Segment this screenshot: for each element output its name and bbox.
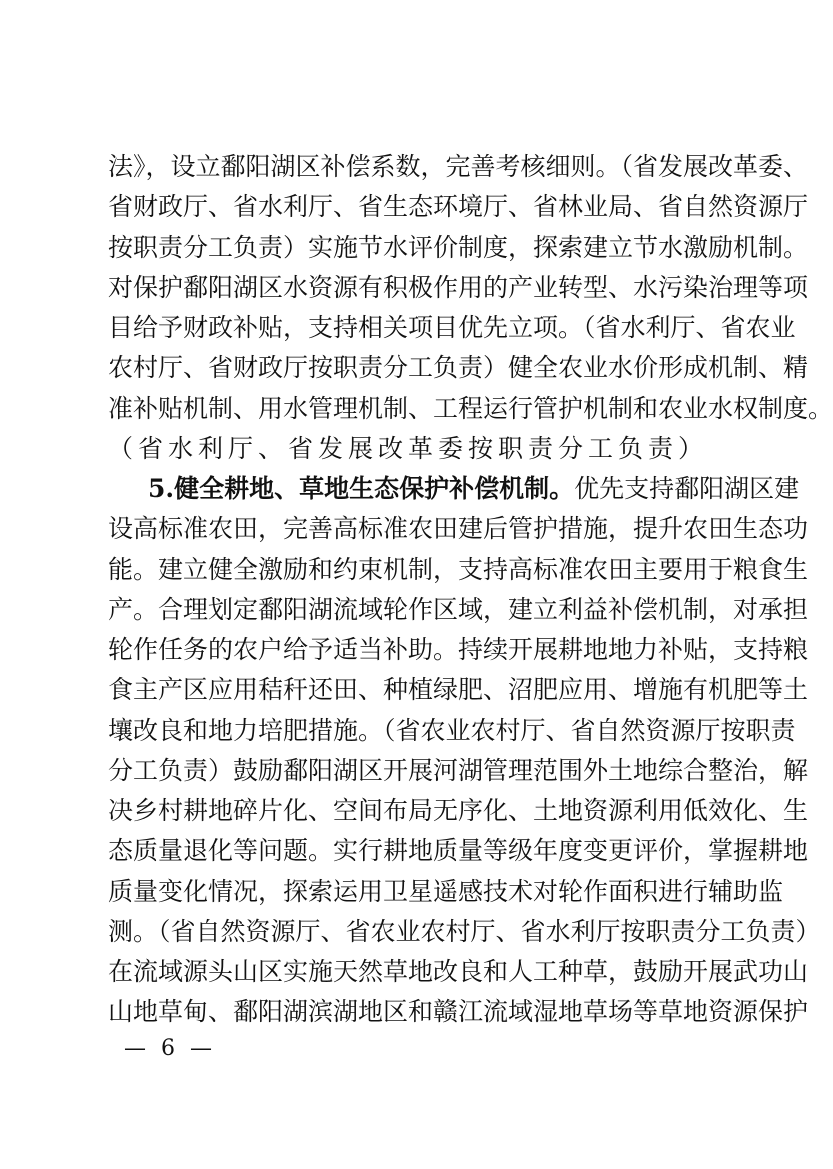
page-number: — 6 —	[124, 1036, 216, 1061]
text-line: 分工负责）鼓励鄱阳湖区开展河湖管理范围外土地综合整治，解	[108, 755, 809, 785]
text-line: 对保护鄱阳湖区水资源有积极作用的产业转型、水污染治理等项	[108, 272, 809, 302]
text-line: 按职责分工负责）实施节水评价制度，探索建立节水激励机制。	[108, 232, 809, 262]
text-line: 决乡村耕地碎片化、空间布局无序化、土地资源利用低效化、生	[108, 796, 809, 825]
text-line: 产。合理划定鄱阳湖流域轮作区域，建立利益补偿机制，对承担	[108, 594, 809, 624]
text-line: （省水利厅、省发展改革委按职责分工负责）	[108, 433, 709, 463]
section-5-first-line	[108, 469, 800, 509]
text-line: 准补贴机制、用水管理机制、工程运行管护机制和农业水权制度。	[108, 393, 833, 423]
document-body	[108, 147, 833, 1033]
text-line: 农村厅、省财政厅按职责分工负责）健全农业水价形成机制、精	[108, 353, 809, 383]
text-line: 测。（省自然资源厅、省农业农村厅、省水利厅按职责分工负责）	[108, 916, 821, 946]
text-line: 法》，设立鄱阳湖区补偿系数，完善考核细则。（省发展改革委、	[108, 152, 809, 181]
text-line: 轮作任务的农户给予适当补助。持续开展耕地地力补贴，支持粮	[108, 635, 809, 664]
text-line: 设高标准农田，完善高标准农田建后管护措施，提升农田生态功	[108, 514, 809, 544]
section-heading: 5.健全耕地、草地生态保护补偿机制。	[148, 474, 575, 503]
text-line: 质量变化情况，探索运用卫星遥感技术对轮作面积进行辅助监	[108, 876, 784, 906]
text-line: 在流域源头山区实施天然草地改良和人工种草，鼓励开展武功山	[108, 957, 809, 986]
text-line: 壤改良和地力培肥措施。（省农业农村厅、省自然资源厅按职责	[108, 715, 796, 745]
text-line: 能。建立健全激励和约束机制，支持高标准农田主要用于粮食生	[108, 554, 809, 584]
text-line: 态质量退化等问题。实行耕地质量等级年度变更评价，掌握耕地	[108, 836, 809, 866]
text-line: 目给予财政补贴，支持相关项目优先立项。（省水利厅、省农业	[108, 313, 796, 342]
text-span: 优先支持鄱阳湖区建	[574, 474, 800, 503]
text-line: 省财政厅、省水利厅、省生态环境厅、省林业局、省自然资源厅	[108, 192, 809, 222]
text-line: 食主产区应用秸秆还田、种植绿肥、沼肥应用、增施有机肥等土	[108, 675, 809, 705]
text-line: 山地草甸、鄱阳湖滨湖地区和赣江流域湿地草场等草地资源保护	[108, 997, 809, 1027]
